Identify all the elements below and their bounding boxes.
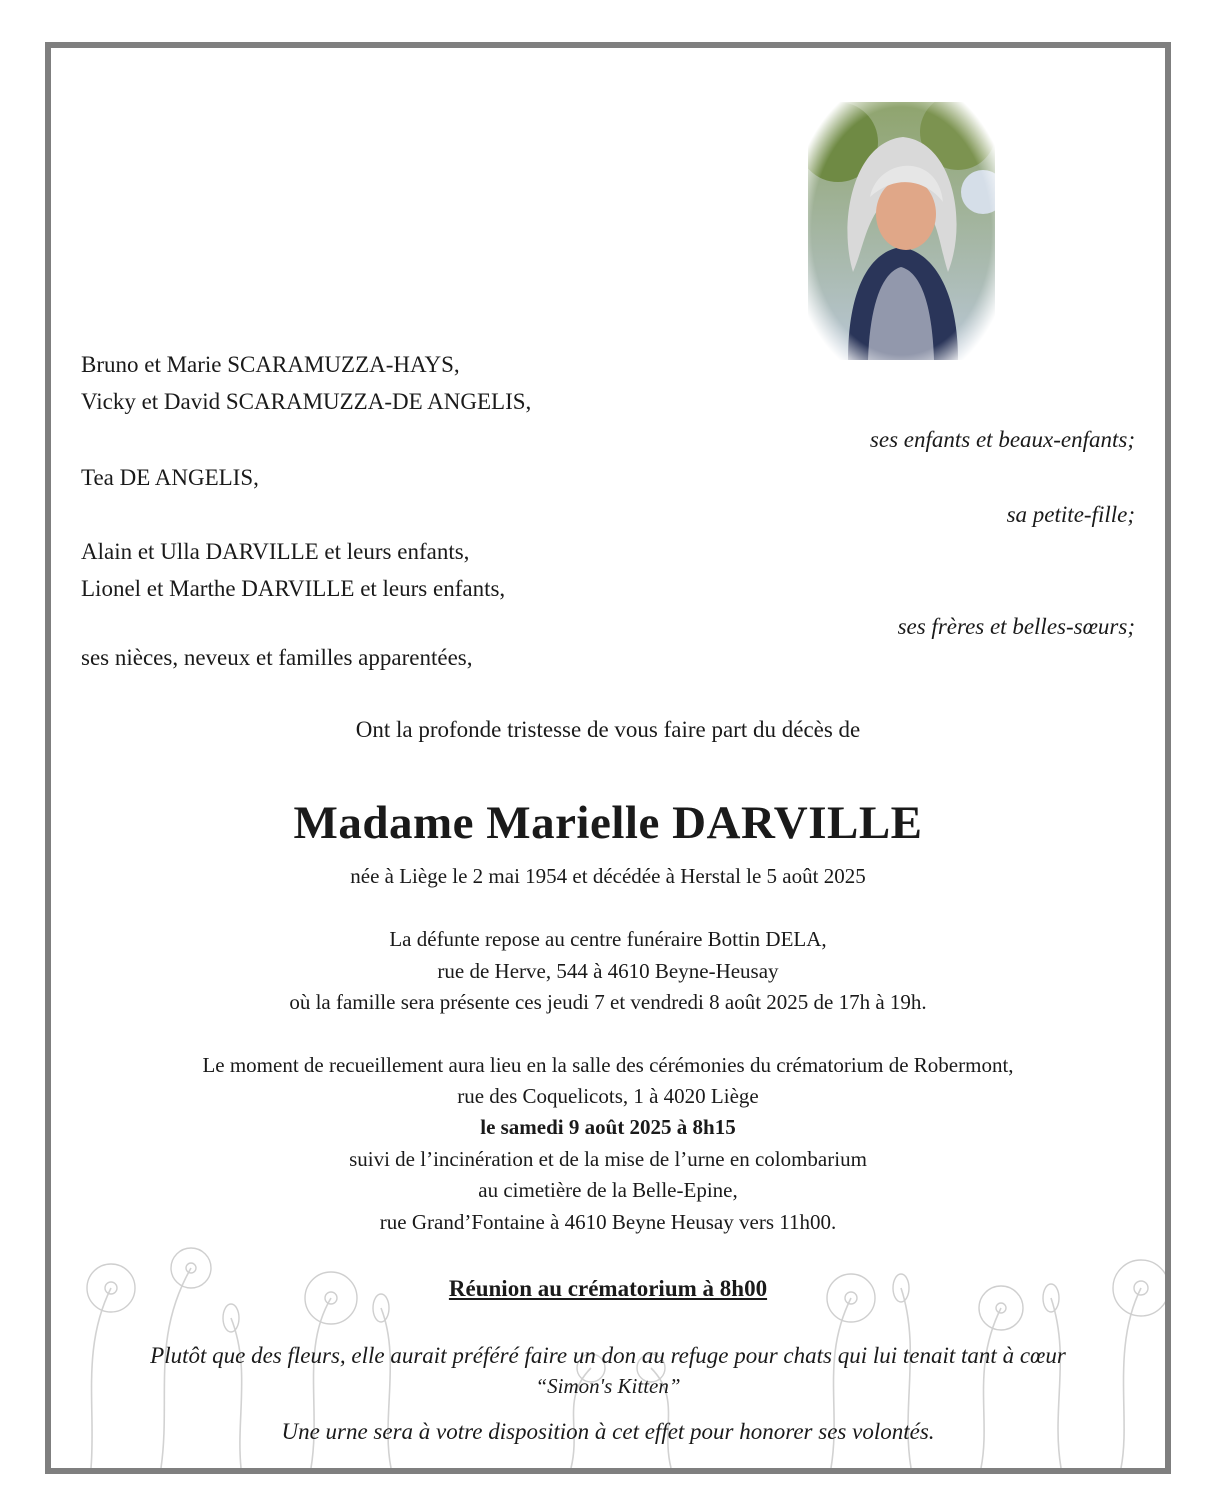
relation-siblings: ses frères et belles-sœurs; — [897, 614, 1135, 639]
ceremony-line-4: au cimetière de la Belle-Epine, — [478, 1178, 738, 1202]
portrait-photo — [808, 102, 995, 360]
donation-urn-note: Une urne sera à votre disposition à cet effet pour honorer ses volontés. — [281, 1419, 935, 1444]
deceased-name: Madame Marielle DARVILLE — [293, 797, 923, 849]
family-line-siblings-2: Lionel et Marthe DARVILLE et leurs enfants, — [81, 576, 506, 601]
rest-line-3: où la famille sera présente ces jeudi 7 et vendredi 8 août 2025 de 17h à 19h. — [289, 990, 927, 1014]
rest-line-2: rue de Herve, 544 à 4610 Beyne-Heusay — [437, 959, 779, 983]
family-line-children-1: Bruno et Marie SCARAMUZZA-HAYS, — [81, 352, 460, 377]
ceremony-line-2: rue des Coquelicots, 1 à 4020 Liège — [457, 1084, 759, 1108]
ceremony-date: le samedi 9 août 2025 à 8h15 — [480, 1115, 736, 1139]
relation-granddaughter: sa petite-fille; — [1006, 502, 1135, 527]
meeting-note: Réunion au crématorium à 8h00 — [448, 1276, 768, 1301]
deceased-dates: née à Liège le 2 mai 1954 et décédée à Herstal le 5 août 2025 — [350, 864, 866, 888]
announcement: Ont la profonde tristesse de vous faire part du décès de — [355, 717, 861, 742]
family-line-children-2: Vicky et David SCARAMUZZA-DE ANGELIS, — [81, 389, 532, 414]
notice-frame — [45, 42, 1171, 1474]
family-line-granddaughter: Tea DE ANGELIS, — [81, 465, 259, 490]
donation-wish-charity: “Simon's Kitten” — [535, 1374, 681, 1398]
family-line-extended: ses nièces, neveux et familles apparentées, — [81, 645, 473, 670]
ceremony-line-1: Le moment de recueillement aura lieu en la salle des cérémonies du crématorium de Robermont, — [202, 1053, 1014, 1077]
rest-line-1: La défunte repose au centre funéraire Bottin DELA, — [389, 927, 827, 951]
ceremony-line-5: rue Grand’Fontaine à 4610 Beyne Heusay vers 11h00. — [379, 1210, 837, 1234]
family-line-siblings-1: Alain et Ulla DARVILLE et leurs enfants, — [81, 539, 470, 564]
ceremony-line-3: suivi de l’incinération et de la mise de l’urne en colombarium — [349, 1147, 867, 1171]
relation-children: ses enfants et beaux-enfants; — [869, 427, 1135, 452]
donation-wish-line-1: Plutôt que des fleurs, elle aurait préféré faire un don au refuge pour chats qui lui tenait tant à cœur — [150, 1343, 1066, 1368]
